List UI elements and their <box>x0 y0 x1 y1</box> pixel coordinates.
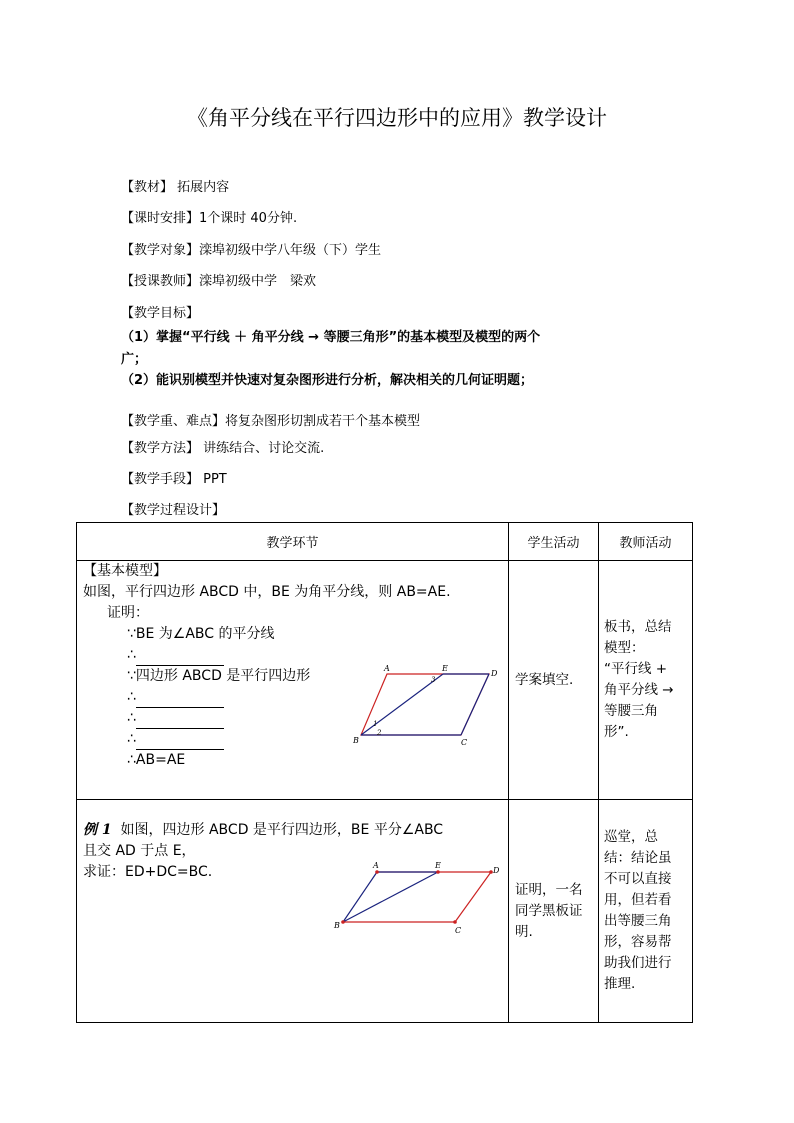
meta-textbook: 【教材】 拓展内容 <box>121 180 230 195</box>
teacher-line: 板书，总结 <box>604 619 672 635</box>
meta-method: 【教学方法】 讲练结合、讨论交流. <box>121 441 325 456</box>
meta-process-heading: 【教学过程设计】 <box>121 503 226 518</box>
parallelogram-outline <box>361 674 489 735</box>
process-table <box>76 522 693 1023</box>
example-label-b: B <box>334 921 340 930</box>
student-line: 证明，一名 <box>515 881 583 898</box>
teacher-line: 出等腰三角 <box>604 913 672 929</box>
proof-line: ∴ <box>127 645 224 666</box>
meta-teacher: 【授课教师】滦埠初级中学 梁欢 <box>121 274 317 289</box>
table-row <box>77 561 693 800</box>
teacher-line: 巡堂，总 <box>604 829 658 845</box>
teacher-line: 等腰三角 <box>604 703 658 719</box>
meta-keypoints: 【教学重、难点】将复杂图形切割成若干个基本模型 <box>121 414 421 429</box>
student-line: 同学黑板证 <box>515 902 583 919</box>
basic-model-intro: 如图，平行四边形 ABCD 中，BE 为角平分线，则 AB=AE. <box>83 584 451 600</box>
meta-tools: 【教学手段】 PPT <box>121 472 227 487</box>
student-line: 明. <box>515 923 533 940</box>
example-text-3: 求证：ED+DC=BC. <box>83 864 213 880</box>
label-c: C <box>461 738 468 747</box>
example-label-e: E <box>435 861 441 870</box>
angle-label-1: 1 <box>373 720 378 728</box>
teacher-line: 用，但若看 <box>604 892 672 908</box>
teacher-line: 角平分线 → <box>604 682 674 698</box>
header-teacher: 教师活动 <box>599 523 693 561</box>
parallelogram-figure <box>353 661 513 751</box>
example-figure <box>331 860 511 940</box>
student-activity-1: 学案填空. <box>515 671 574 688</box>
angle-label-3: 3 <box>431 676 436 684</box>
goal-2: （2）能识别模型并快速对复杂图形进行分析，解决相关的几何证明题； <box>121 373 534 388</box>
angle-label-2: 2 <box>377 729 382 737</box>
teacher-line: 推理. <box>604 976 636 992</box>
teacher-line: 模型： <box>604 640 645 656</box>
teacher-activity-2 <box>599 827 692 995</box>
example-label-d: D <box>493 866 500 875</box>
teacher-line: 助我们进行 <box>604 955 672 971</box>
table-header-row <box>77 523 693 561</box>
example-label-c: C <box>455 926 462 935</box>
proof-line: ∵四边形 ABCD 是平行四边形 <box>127 668 311 684</box>
table-row <box>77 800 693 1023</box>
example-cell <box>77 800 508 1022</box>
example-text-2: 且交 AD 于点 E， <box>83 843 196 859</box>
example-bisector-be <box>343 872 438 922</box>
basic-model-heading: 【基本模型】 <box>83 563 167 579</box>
proof-line: ∴AB=AE <box>127 752 186 768</box>
label-b: B <box>353 736 359 745</box>
label-d: D <box>491 669 498 678</box>
proof-line: ∴ <box>127 687 224 708</box>
meta-audience: 【教学对象】滦埠初级中学八年级（下）学生 <box>121 243 382 258</box>
teacher-line: 形”. <box>604 724 629 740</box>
teacher-line: 形，容易帮 <box>604 934 672 950</box>
page-title: 《角平分线在平行四边形中的应用》教学设计 <box>187 106 607 130</box>
goal-1: （1）掌握“平行线 ＋ 角平分线 → 等腰三角形”的基本模型及模型的两个 <box>121 330 541 345</box>
example-label: 例 1 <box>83 822 112 838</box>
point-e <box>436 870 440 874</box>
teacher-activity-1 <box>599 617 692 743</box>
goal-1-cont: 广； <box>121 352 148 367</box>
teacher-line: “平行线 + <box>604 661 668 677</box>
side-cd <box>461 674 489 735</box>
proof-label: 证明： <box>107 605 149 621</box>
proof-line: ∵BE 为∠ABC 的平分线 <box>127 626 275 642</box>
point-b <box>341 920 345 924</box>
point-a <box>375 870 379 874</box>
example-text-1: 例 1 如图，四边形 ABCD 是平行四边形，BE 平分∠ABC <box>83 822 444 838</box>
header-stage: 教学环节 <box>77 523 509 561</box>
example-label-a: A <box>373 861 379 870</box>
meta-goals-heading: 【教学目标】 <box>121 306 200 321</box>
basic-model-cell <box>77 561 508 799</box>
point-c <box>453 920 457 924</box>
teacher-line: 结：结论虽 <box>604 850 672 866</box>
example-side-ab <box>343 872 377 922</box>
meta-schedule: 【课时安排】1个课时 40分钟. <box>121 211 298 226</box>
proof-line: ∴ <box>127 708 224 729</box>
label-e: E <box>442 664 448 673</box>
teacher-line: 不可以直接 <box>604 871 672 887</box>
example-side-dc <box>455 872 491 922</box>
student-activity-2 <box>509 880 598 943</box>
header-student: 学生活动 <box>509 523 599 561</box>
proof-line: ∴ <box>127 729 224 750</box>
label-a: A <box>384 664 390 673</box>
